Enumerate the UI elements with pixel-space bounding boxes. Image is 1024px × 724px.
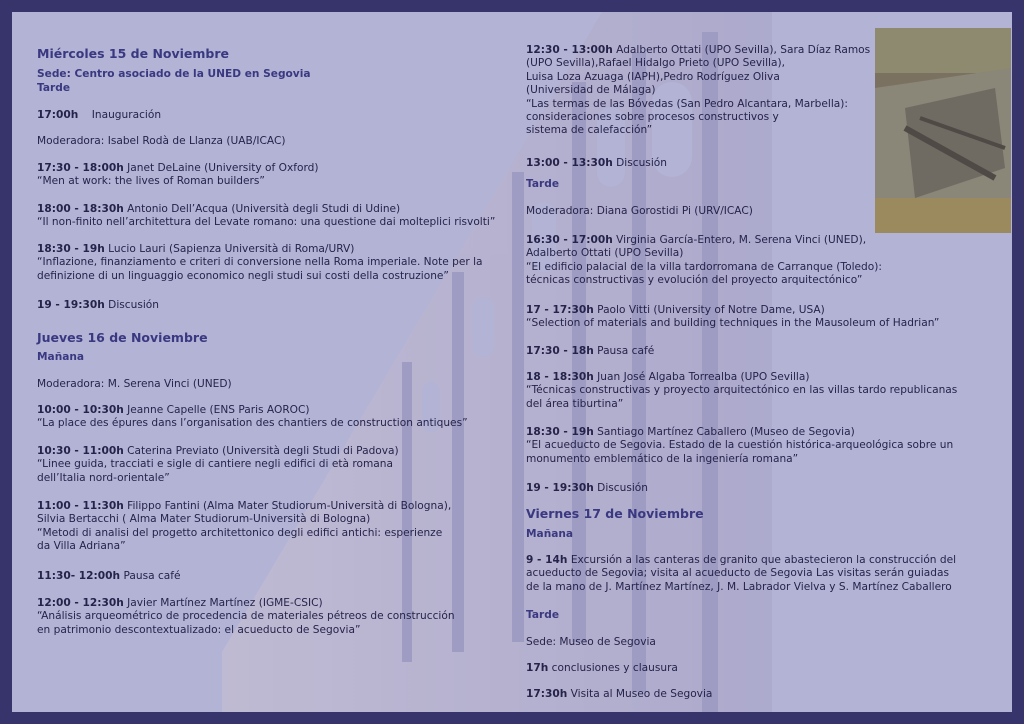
entry-title: da Villa Adriana” [37, 540, 126, 553]
entry-title: “Selection of materials and building techniques in the Mausoleum of Hadrian” [526, 317, 940, 330]
entry-text: Janet DeLaine (University of Oxford) [127, 162, 319, 174]
entry-text: Inauguración [91, 109, 162, 121]
period-label: Mañana [37, 351, 85, 363]
moderator-line: Moderadora: Isabel Rodà de Llanza (UAB/ICAC) [37, 135, 286, 147]
program-entry [526, 157, 667, 170]
program-entry [526, 44, 870, 138]
program-entry [526, 554, 956, 594]
entry-time: 12:30 - 13:00h [526, 44, 613, 56]
program-entry [37, 404, 468, 431]
entry-title: “El edificio palacial de la villa tardorromana de Carranque (Toledo): [526, 260, 882, 273]
entry-title: “Men at work: the lives of Roman builders” [37, 175, 265, 188]
granite-quarry-photo [875, 28, 1011, 233]
entry-text: Jeanne Capelle (ENS Paris AOROC) [127, 404, 310, 416]
venue-line: Sede: Museo de Segovia [526, 636, 656, 648]
entry-time: 17 - 17:30h [526, 304, 594, 316]
entry-text: Discusión [616, 157, 667, 169]
entry-authors: Silvia Bertacchi ( Alma Mater Studiorum-Università di Bologna) [37, 513, 371, 526]
entry-time: 17:30 - 18h [526, 345, 594, 357]
entry-authors: Adalberto Ottati (UPO Sevilla) [526, 247, 684, 260]
entry-text: Excursión a las canteras de granito que abastecieron la construcción del [570, 554, 957, 566]
program-entry [37, 109, 161, 122]
entry-text: acueducto de Segovia; visita al acueducto de Segovia Las visitas serán guiadas [526, 567, 950, 580]
entry-time: 18:30 - 19h [526, 426, 594, 438]
entry-title: del área tiburtina” [526, 397, 624, 410]
entry-title: “El acueducto de Segovia. Estado de la cuestión histórica-arqueológica sobre un [526, 439, 954, 452]
day-heading: Viernes 17 de Noviembre [526, 506, 704, 521]
entry-text: Javier Martínez Martínez (IGME-CSIC) [127, 597, 323, 609]
entry-title: “Il non-finito nell’architettura del Levate romano: una questione dai molteplici risvolti” [37, 216, 496, 229]
entry-authors: Luisa Loza Azuaga (IAPH),Pedro Rodríguez Oliva [526, 70, 780, 83]
entry-title: monumento emblemático de la ingeniería romana” [526, 452, 799, 465]
program-entry [37, 570, 181, 583]
program-entry [526, 688, 712, 701]
entry-text: Santiago Martínez Caballero (Museo de Segovia) [597, 426, 855, 438]
entry-time: 10:30 - 11:00h [37, 445, 124, 457]
entry-authors: (UPO Sevilla),Rafael Hidalgo Prieto (UPO Sevilla), [526, 57, 785, 70]
moderator-line: Moderadora: Diana Gorostidi Pi (URV/ICAC) [526, 205, 753, 217]
entry-time: 11:00 - 11:30h [37, 500, 124, 512]
program-entry [526, 662, 678, 675]
entry-text: Discusión [108, 299, 159, 311]
entry-time: 13:00 - 13:30h [526, 157, 613, 169]
entry-text: conclusiones y clausura [551, 662, 678, 674]
entry-title: sistema de calefacción” [526, 124, 653, 137]
entry-time: 18:00 - 18:30h [37, 203, 124, 215]
program-entry [37, 445, 399, 485]
period-label: Tarde [37, 82, 71, 94]
entry-text: de la mano de J. Martínez Martínez, J. M. Labrador Vielva y S. Martínez Caballero [526, 580, 952, 593]
entry-time: 18:30 - 19h [37, 243, 105, 255]
entry-time: 19 - 19:30h [37, 299, 105, 311]
day-heading: Jueves 16 de Noviembre [37, 330, 208, 345]
entry-text: Caterina Previato (Università degli Studi di Padova) [127, 445, 399, 457]
program-entry [526, 345, 654, 358]
entry-time: 17:30h [526, 688, 568, 700]
program-entry [37, 500, 451, 554]
entry-title: “Linee guida, tracciati e sigle di cantiere negli edifici di età romana [37, 458, 393, 471]
entry-title: “La place des épures dans l’organisation des chantiers de construction antiques” [37, 417, 468, 430]
entry-time: 16:30 - 17:00h [526, 234, 613, 246]
program-entry [526, 426, 953, 466]
entry-text: Pausa café [123, 570, 181, 582]
entry-title: “Técnicas constructivas y proyecto arquitectónico en las villas tardo republicanas [526, 384, 958, 397]
entry-title: “Las termas de las Bóvedas (San Pedro Alcantara, Marbella): [526, 97, 848, 110]
entry-text: Adalberto Ottati (UPO Sevilla), Sara Díaz Ramos [616, 44, 871, 56]
entry-title: dell’Italia nord-orientale” [37, 471, 170, 484]
entry-title: “Metodi di analisi del progetto architettonico degli edifici antichi: esperienze [37, 526, 443, 539]
program-entry [37, 203, 495, 230]
entry-title: consideraciones sobre procesos constructivos y [526, 111, 779, 124]
moderator-line: Moderadora: M. Serena Vinci (UNED) [37, 378, 232, 390]
entry-title: definizione di un linguaggio economico negli studi sui costi della costruzione” [37, 269, 449, 282]
entry-text: Discusión [597, 482, 648, 494]
entry-text: Antonio Dell’Acqua (Università degli Studi di Udine) [127, 203, 401, 215]
entry-time: 17:00h [37, 109, 79, 121]
entry-text: Paolo Vitti (University of Notre Dame, USA) [597, 304, 825, 316]
entry-time: 19 - 19:30h [526, 482, 594, 494]
entry-title: técnicas constructivas y evolución del proyecto arquitectónico” [526, 274, 863, 287]
program-page [12, 12, 1012, 712]
program-entry [37, 597, 455, 637]
period-label: Tarde [526, 609, 560, 621]
entry-time: 12:00 - 12:30h [37, 597, 124, 609]
entry-text: Filippo Fantini (Alma Mater Studiorum-Università di Bologna), [127, 500, 452, 512]
program-entry [37, 162, 319, 189]
entry-time: 11:30- 12:00h [37, 570, 121, 582]
entry-time: 17h [526, 662, 549, 674]
program-entry [526, 482, 648, 495]
entry-time: 18 - 18:30h [526, 371, 594, 383]
entry-text: Juan José Algaba Torrealba (UPO Sevilla) [597, 371, 810, 383]
entry-title: “Análisis arqueométrico de procedencia de materiales pétreos de construcción [37, 610, 455, 623]
day-heading: Miércoles 15 de Noviembre [37, 46, 230, 61]
entry-text: Lucio Lauri (Sapienza Università di Roma/URV) [108, 243, 355, 255]
entry-text: Visita al Museo de Segovia [570, 688, 713, 700]
entry-time: 10:00 - 10:30h [37, 404, 124, 416]
entry-authors: (Universidad de Málaga) [526, 84, 656, 97]
entry-title: en patrimonio descontextualizado: el acueducto de Segovia” [37, 623, 361, 636]
entry-text: Virginia García-Entero, M. Serena Vinci (UNED), [616, 234, 867, 246]
period-label: Tarde [526, 178, 560, 190]
program-entry [526, 304, 939, 331]
venue-label: Sede: Centro asociado de la UNED en Segovia [37, 68, 311, 80]
entry-title: “Inflazione, finanziamento e criteri di conversione nella Roma imperiale. Note per la [37, 256, 483, 269]
entry-time: 9 - 14h [526, 554, 568, 566]
period-label: Mañana [526, 528, 574, 540]
entry-text: Pausa café [597, 345, 655, 357]
entry-time: 17:30 - 18:00h [37, 162, 124, 174]
program-entry [37, 243, 483, 283]
program-entry [526, 371, 957, 411]
program-entry [37, 299, 159, 312]
program-entry [526, 234, 882, 288]
